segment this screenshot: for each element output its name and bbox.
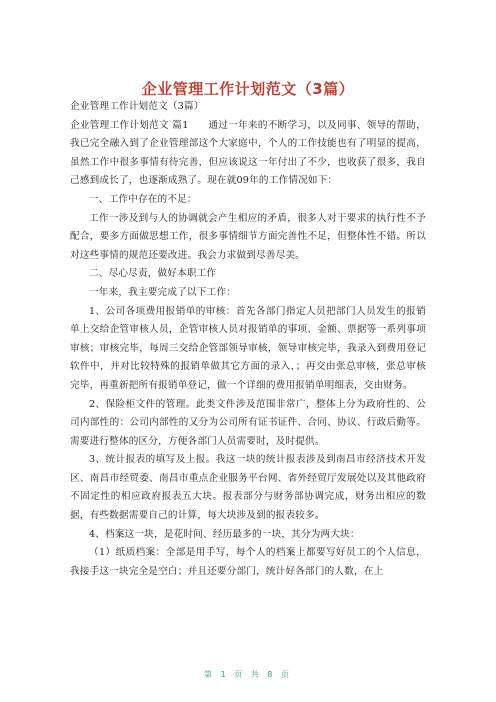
subtitle-line: 企业管理工作计划范文（3篇） (70, 101, 204, 112)
paragraph-shortcomings: 工作一涉及到与人的协调就会产生相应的矛盾，很多人对于要求的执行性不予配合，要多方面做思想工作，很多事情细节方面完善性不足，但整体性不错。所以对这些事情的规范还要改进。我会力求做到尽善尽美。 (70, 212, 426, 261)
paragraph-item-2: 2、保险柜文件的管理。此类文件涉及范围非常广，整体上分为政府性的、公司内部性的：公司内部性的又分为公司所有证书证件、合同、协议、行政后勤等。需要进行整体的区分，方便各部门人员需要时，及时提供。 (70, 398, 426, 447)
paragraph-summary: 一年来，我主要完成了以下工作： (89, 286, 236, 298)
document-title: 企业管理工作计划范文（3篇） (141, 80, 355, 98)
section-heading-2: 二、尽心尽责，做好本职工作 (89, 268, 217, 280)
paragraph-item-1: 1、公司各项费用报销单的审核：首先各部门指定人员把部门人员发生的报销单上交给企管审核人员，企管审核人员对报销单的事项、金额、票据等一系列事项审核；审核完毕，每周三交给企管部领导审核，领导审核完毕，我录入到费用登记软件中，并对比较特殊的报销单做其它方面的录入，；再交由张总审核，张总审核完毕，再重新把所有报销单登记，做一个详细的费用报销单明细表，交由财务。 (70, 305, 426, 391)
page-number: 第 1 页 共 8 页 (204, 670, 292, 679)
section-heading-1: 一、工作中存在的不足： (89, 193, 197, 205)
paragraph-item-4-1: （1）纸质档案：全部是用手写，每个人的档案上都要写好员工的个人信息，我接手这一块完全是空白；并且还要分部门，统计好各部门的人数，在上 (70, 547, 426, 577)
paragraph-item-4: 4、档案这一块，是花时间、经历最多的一块，其分为两大块： (89, 528, 360, 540)
paragraph-intro: 企业管理工作计划范文 篇1 通过一年来的不断学习，以及同事、领导的帮助，我已完全融入到了企业管理部这个大家庭中，个人的工作技能也有了明显的提高，虽然工作中很多事情有待完善，但应该说这一年付出了不少，也收获了很多，我自己感到成长了，也逐渐成熟了。现在就09年的工作情况如下： (70, 119, 426, 187)
document-body (70, 98, 426, 581)
paragraph-item-3: 3、统计报表的填写及上报。我这一块的统计报表涉及到南昌市经济技术开发区、南昌市经贸委、南昌市重点企业服务平台网、省外经贸厅发展处以及其他政府不固定性的相应政府报表五大块。报表部分与财务部协调完成，财务出相应的数据，有些数据需要自己的计算，每大块涉及到的报表较多。 (70, 454, 426, 522)
